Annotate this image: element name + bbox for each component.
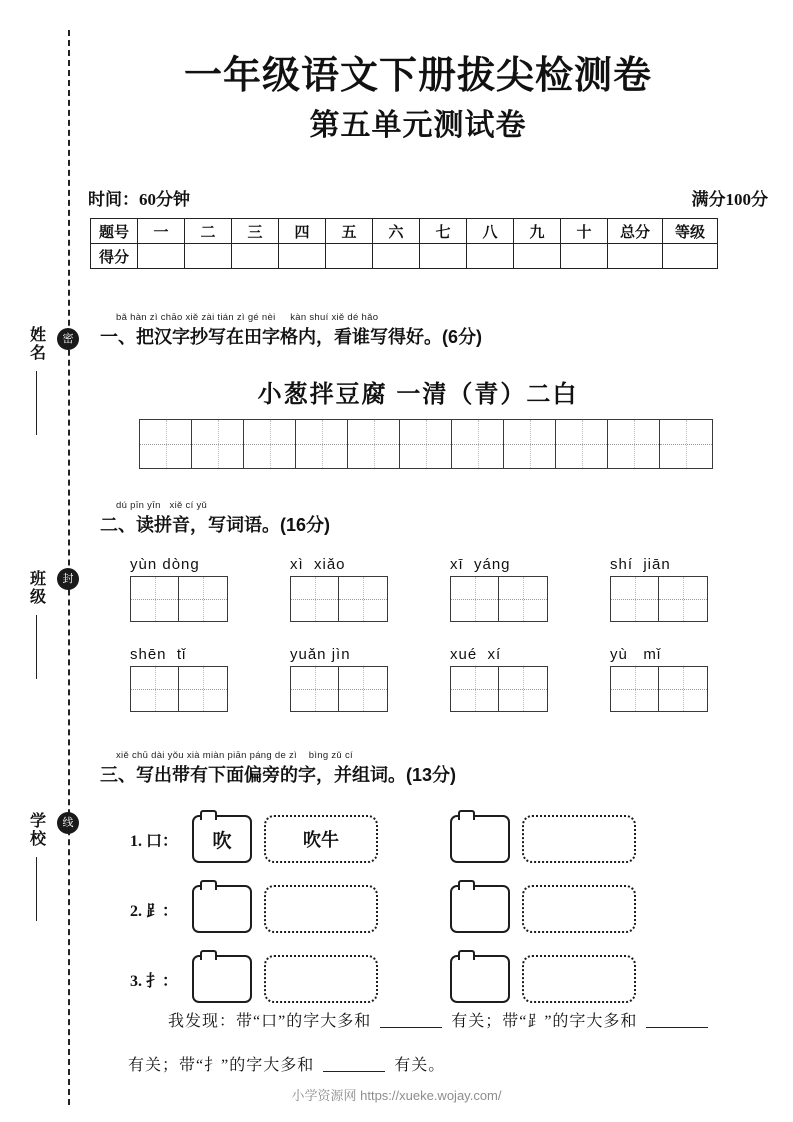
field-school[interactable] [14,812,58,921]
word-answer-grid[interactable] [450,666,548,712]
grid-cell[interactable] [611,667,659,711]
grid-cell[interactable] [291,667,339,711]
score-cell-2[interactable] [185,244,232,269]
word-pinyin: yù mǐ [610,646,662,663]
radical-row-1 [130,815,780,863]
grid-cell[interactable] [504,420,556,468]
grid-cell[interactable] [452,420,504,468]
field-school-label: 学校 [27,812,45,848]
col-3: 三 [232,219,279,244]
discovery-line-1 [168,1008,712,1031]
grid-cell[interactable] [608,420,660,468]
col-7: 七 [420,219,467,244]
word-pinyin: xué xí [450,646,502,663]
grid-cell[interactable] [131,667,179,711]
word-answer-grid[interactable] [290,666,388,712]
word-answer-grid[interactable] [290,576,388,622]
grid-cell[interactable] [348,420,400,468]
score-cell-1[interactable] [138,244,185,269]
char-answer-box[interactable] [450,815,510,863]
grid-cell[interactable] [556,420,608,468]
score-cell-6[interactable] [373,244,420,269]
question-1-header [100,312,482,349]
grid-cell[interactable] [451,667,499,711]
word-answer-grid[interactable] [610,576,708,622]
word-answer-grid[interactable] [610,666,708,712]
score-cell-5[interactable] [326,244,373,269]
discovery-blank-1[interactable] [380,1027,442,1028]
word-answer-box[interactable]: 吹牛 [264,815,378,863]
radical-label: 2. ⻊： [130,902,179,920]
seal-mark-xian: 线 [57,812,79,834]
grid-cell[interactable] [660,420,712,468]
question-2-row-2 [130,646,770,712]
word-item [610,556,770,622]
grid-cell[interactable] [451,577,499,621]
word-pinyin: xī yáng [450,556,511,573]
char-answer-box[interactable] [192,955,252,1003]
seal-mark-mi: 密 [57,328,79,350]
word-item [610,646,770,712]
word-pinyin: shēn tǐ [130,646,187,663]
word-answer-grid[interactable] [130,576,228,622]
question-1-sample: 小葱拌豆腐 一清（青）二白 [257,381,579,408]
question-2-pinyin: dú pīn yīn xiě cí yǔ [116,500,208,511]
grid-cell[interactable] [296,420,348,468]
radical-row-3 [130,955,780,1003]
question-3-title: 三、写出带有下面偏旁的字，并组词。(13分) [100,765,457,785]
question-2-row-1 [130,556,770,622]
char-answer-box[interactable] [192,885,252,933]
discovery-blank-2[interactable] [646,1027,708,1028]
field-name-rule [36,371,37,435]
field-school-rule [36,857,37,921]
grid-cell[interactable] [499,667,547,711]
table-row [91,219,718,244]
page-subtitle: 第五单元测试卷 [309,109,527,142]
grid-cell[interactable] [131,577,179,621]
word-answer-box[interactable] [522,885,636,933]
grid-cell[interactable] [179,577,227,621]
word-item [450,646,610,712]
col-10: 十 [561,219,608,244]
col-1: 一 [138,219,185,244]
word-pinyin: yuǎn jìn [290,646,351,663]
col-6: 六 [373,219,420,244]
discovery-text-1b: 有关；带“⻊”的字大多和 [451,1013,638,1030]
grid-cell[interactable] [244,420,296,468]
score-cell-3[interactable] [232,244,279,269]
word-pinyin: xì xiǎo [290,556,346,573]
word-item [290,556,450,622]
score-cell-grade[interactable] [663,244,718,269]
word-pinyin: yùn dòng [130,556,200,573]
seal-mark-feng: 封 [57,568,79,590]
discovery-line-2 [128,1052,445,1075]
table-row [91,244,718,269]
grid-cell[interactable] [659,577,707,621]
field-name-label: 姓名 [27,326,45,362]
col-8: 八 [467,219,514,244]
word-item [130,646,290,712]
col-2: 二 [185,219,232,244]
watermark: 小学资源网 https://xueke.wojay.com/ [291,1088,502,1103]
col-grade: 等级 [663,219,718,244]
char-answer-box[interactable]: 吹 [192,815,252,863]
score-table [90,218,718,269]
word-answer-grid[interactable] [130,666,228,712]
field-class-label: 班级 [27,570,45,606]
grid-cell[interactable] [339,577,387,621]
question-1-pinyin: bǎ hàn zì chāo xiě zài tián zì gé nèi kàn shuí xiě dé hǎo [116,312,379,323]
word-answer-grid[interactable] [450,576,548,622]
question-1-title: 一、把汉字抄写在田字格内，看谁写得好。(6分) [100,327,482,347]
word-answer-box[interactable] [522,955,636,1003]
word-answer-box[interactable] [264,955,378,1003]
score-cell-9[interactable] [514,244,561,269]
page-title: 一年级语文下册拔尖检测卷 [183,55,652,97]
time-label: 时间：60分钟 [88,190,190,209]
word-answer-box[interactable] [522,815,636,863]
exam-meta [88,185,768,210]
score-cell-10[interactable] [561,244,608,269]
char-answer-box[interactable] [450,885,510,933]
grid-cell[interactable] [400,420,452,468]
question-1-grid[interactable] [139,419,713,469]
field-class[interactable] [14,570,58,679]
discovery-text-1a: 我发现：带“口”的字大多和 [168,1013,372,1030]
char-answer-box[interactable] [450,955,510,1003]
word-item [450,556,610,622]
word-item [290,646,450,712]
word-pinyin: shí jiān [610,556,671,573]
grid-cell[interactable] [179,667,227,711]
col-total: 总分 [608,219,663,244]
grid-cell[interactable] [611,577,659,621]
score-cell-4[interactable] [279,244,326,269]
field-class-rule [36,615,37,679]
score-table-body [91,219,718,269]
score-row-head: 题号 [91,219,138,244]
radical-row-2 [130,885,780,933]
grid-cell[interactable] [291,577,339,621]
grid-cell[interactable] [659,667,707,711]
grid-cell[interactable] [499,577,547,621]
discovery-blank-3[interactable] [323,1071,385,1072]
question-2-header [100,500,330,537]
word-item [130,556,290,622]
field-name[interactable] [14,326,58,435]
radical-label: 3. 扌： [130,972,179,990]
question-2-title: 二、读拼音，写词语。(16分) [100,515,331,535]
seal-strip [0,0,88,1122]
score-row-label: 得分 [91,244,138,269]
question-3-pinyin: xiě chū dài yǒu xià miàn piān páng de zì bìng zǔ cí [116,750,353,761]
discovery-text-2a: 有关；带“扌”的字大多和 [128,1057,315,1074]
word-answer-box[interactable] [264,885,378,933]
grid-cell[interactable] [339,667,387,711]
col-9: 九 [514,219,561,244]
discovery-text-2b: 有关。 [394,1057,446,1074]
grid-cell[interactable] [140,420,192,468]
col-5: 五 [326,219,373,244]
score-cell-7[interactable] [420,244,467,269]
grid-cell[interactable] [192,420,244,468]
question-3-header [100,750,456,787]
radical-label: 1. 口： [130,832,179,850]
total-score-label: 满分100分 [691,190,768,209]
score-cell-total[interactable] [608,244,663,269]
col-4: 四 [279,219,326,244]
score-cell-8[interactable] [467,244,514,269]
